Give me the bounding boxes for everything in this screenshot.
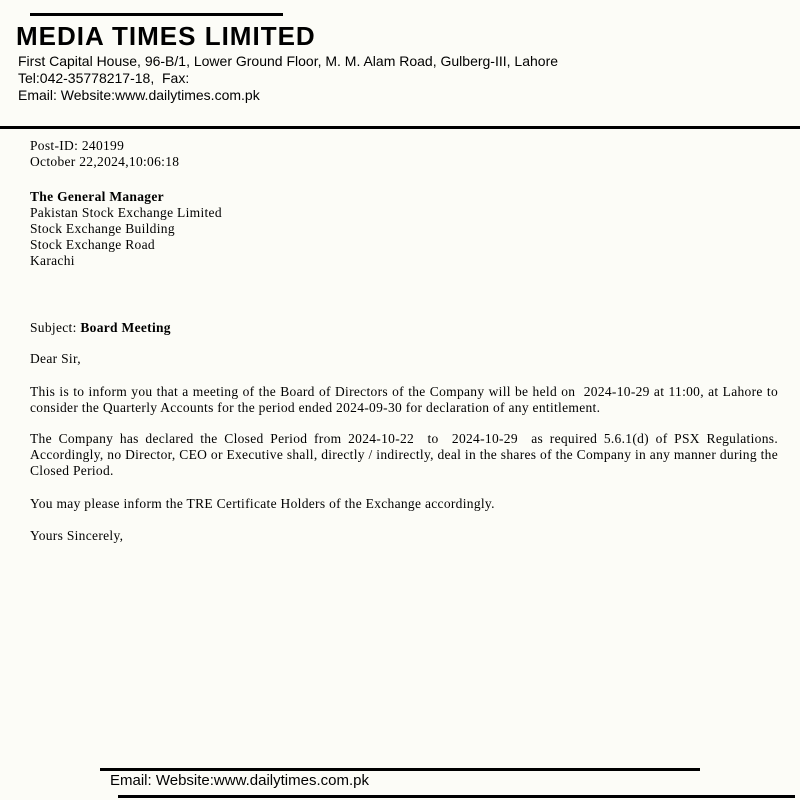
top-rule xyxy=(30,13,283,16)
closing-line: Yours Sincerely, xyxy=(30,528,124,543)
recipient-name: The General Manager xyxy=(30,189,164,204)
recipient-line: Stock Exchange Road xyxy=(30,237,155,252)
letterhead-email-line: Email: Website:www.dailytimes.com.pk xyxy=(18,87,260,103)
datetime-line: October 22,2024,10:06:18 xyxy=(30,154,180,169)
paragraph-closed-period: The Company has declared the Closed Period from 2024-10-22 to 2024-10-29 as required 5.6.1(d) of PSX Regulations. Accordingly, no Director, CEO or Executive shall, directly / indirectly, deal in the shares of the Company in any manner during the Closed Period. xyxy=(30,431,778,478)
header-rule xyxy=(0,126,800,129)
footer-rule xyxy=(100,768,700,771)
paragraph-tre-holders: You may please inform the TRE Certificate Holders of the Exchange accordingly. xyxy=(30,496,495,511)
letterhead-address-line: First Capital House, 96-B/1, Lower Ground Floor, M. M. Alam Road, Gulberg-III, Lahore xyxy=(18,53,559,69)
bottom-rule xyxy=(118,795,795,798)
post-id-label: Post-ID: xyxy=(30,138,79,153)
recipient-line: Stock Exchange Building xyxy=(30,221,175,236)
recipient-line: Karachi xyxy=(30,253,75,268)
letterhead-tel-line: Tel:042-35778217-18, Fax: xyxy=(18,70,190,86)
paragraph-meeting-notice: This is to inform you that a meeting of the Board of Directors of the Company will be held on 2024-10-29 at 11:00, at Lahore to consider the Quarterly Accounts for the period ended 2024-09-30 for declaration of any entitlement. xyxy=(30,384,778,415)
company-name: MEDIA TIMES LIMITED xyxy=(16,21,316,51)
recipient-block xyxy=(30,189,778,269)
subject-value: Board Meeting xyxy=(80,320,171,335)
footer-email-line: Email: Website:www.dailytimes.com.pk xyxy=(110,772,369,789)
post-id-value: 240199 xyxy=(81,138,125,153)
letterhead-contact-block xyxy=(18,53,558,104)
subject-line xyxy=(30,320,778,336)
subject-label: Subject: xyxy=(30,320,77,335)
post-id-line xyxy=(30,138,778,154)
salutation: Dear Sir, xyxy=(30,351,81,366)
recipient-line: Pakistan Stock Exchange Limited xyxy=(30,205,222,220)
